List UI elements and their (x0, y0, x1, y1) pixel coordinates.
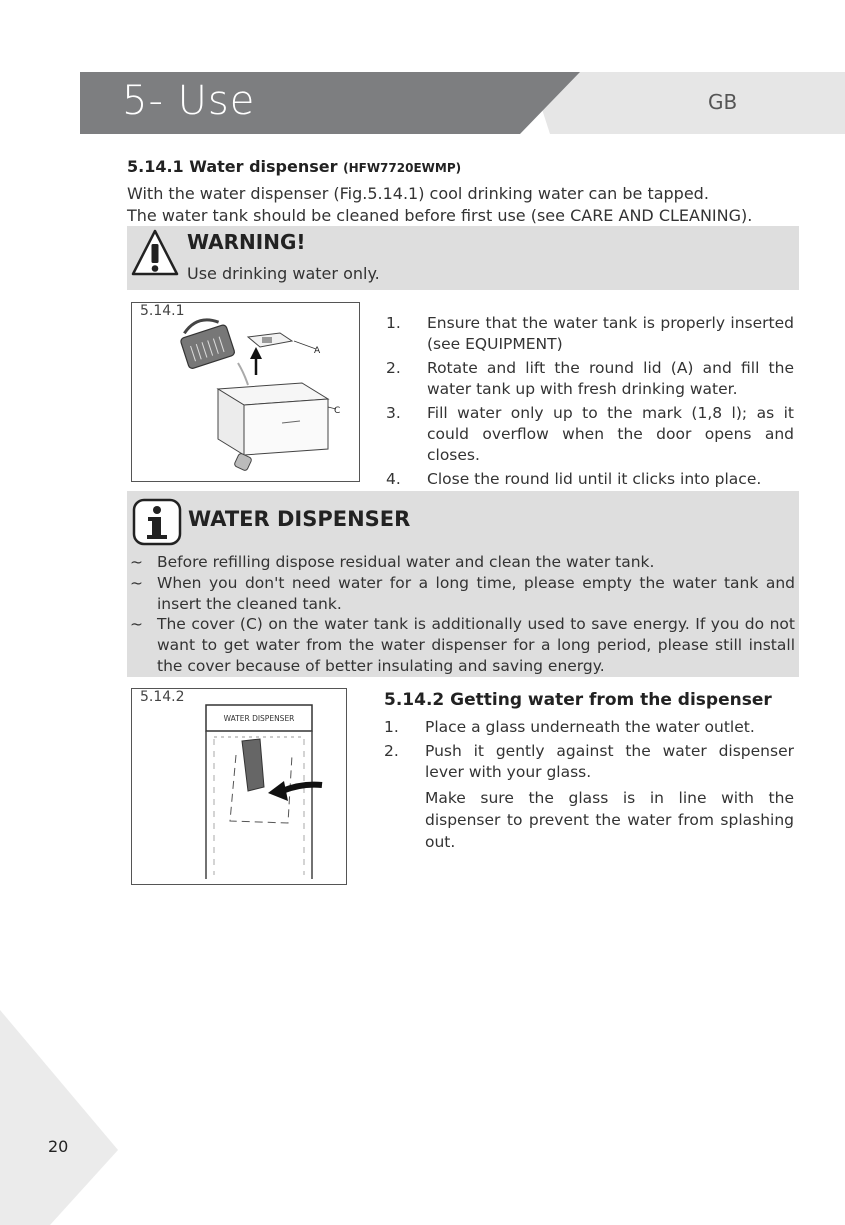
list-item (386, 358, 794, 400)
step-number: 4. (386, 470, 401, 488)
language-code: GB (708, 90, 738, 114)
figure-label: 5.14.2 (136, 689, 189, 705)
step-text: Fill water only up to the mark (1,8 l); as it could overflow when the door opens and closes. (427, 404, 794, 464)
step-number: 2. (384, 742, 399, 760)
list-item (384, 741, 794, 783)
bullet: ~ (130, 615, 143, 634)
list-item (127, 573, 795, 615)
step-text: Place a glass underneath the water outlet. (425, 718, 755, 736)
bullet: ~ (130, 573, 143, 592)
warning-title: WARNING! (187, 230, 306, 254)
figure-dispenser (131, 688, 347, 885)
list-item (127, 614, 795, 676)
intro-line: With the water dispenser (Fig.5.14.1) cool drinking water can be tapped. (127, 184, 709, 203)
intro-line: The water tank should be cleaned before first use (see CARE AND CLEANING). (127, 206, 753, 225)
info-icon (132, 498, 182, 546)
section-title: 5.14.2 Getting water from the dispenser (384, 690, 772, 710)
dispense-steps (384, 717, 794, 786)
warning-text: Use drinking water only. (187, 264, 380, 283)
section-title (127, 157, 461, 176)
figure-water-tank (131, 302, 360, 482)
bullet: ~ (130, 553, 143, 571)
info-text: The cover (C) on the water tank is additionally used to save energy. If you do not want to get water from the water dispenser for a long period, please still install the cover because of better insulating and saving energy. (157, 615, 795, 675)
step-text: Push it gently against the water dispenser lever with your glass. (425, 742, 794, 781)
dispenser-illustration (132, 689, 346, 884)
intro-paragraph (127, 183, 807, 227)
list-item (386, 469, 794, 490)
callout-c: C (334, 406, 341, 416)
list-item (386, 403, 794, 466)
list-item (386, 313, 794, 355)
model-number: (HFW7720EWMP) (343, 161, 462, 175)
header-light-panel (530, 72, 845, 134)
page-number: 20 (48, 1137, 69, 1156)
fill-tank-steps (386, 313, 794, 493)
step-text: Close the round lid until it clicks into place. (427, 470, 762, 488)
step-number: 1. (384, 718, 399, 736)
section-title-text: 5.14.1 Water dispenser (127, 157, 338, 176)
dispenser-panel-label: WATER DISPENSER (223, 714, 295, 723)
info-text: When you don't need water for a long time, please empty the water tank and insert the cleaned tank. (157, 573, 795, 613)
step-number: 2. (386, 359, 401, 377)
info-list (127, 552, 795, 677)
info-text: Before refilling dispose residual water and clean the water tank. (157, 553, 655, 571)
water-tank-illustration (132, 303, 359, 481)
list-item (127, 552, 795, 573)
list-item (384, 717, 794, 738)
callout-a: A (314, 346, 321, 356)
step-number: 3. (386, 404, 401, 422)
step-number: 1. (386, 314, 401, 332)
figure-label: 5.14.1 (136, 303, 189, 319)
chapter-title: 5- Use (122, 78, 256, 124)
warning-triangle-icon (130, 228, 180, 278)
step-text: Ensure that the water tank is properly inserted (see EQUIPMENT) (427, 314, 794, 353)
page-corner-decoration (0, 1010, 125, 1225)
info-title: WATER DISPENSER (188, 507, 411, 531)
dispense-note: Make sure the glass is in line with the dispenser to prevent the water from splashing out. (425, 789, 794, 851)
step-text: Rotate and lift the round lid (A) and fill the water tank up with fresh drinking water. (427, 359, 794, 398)
